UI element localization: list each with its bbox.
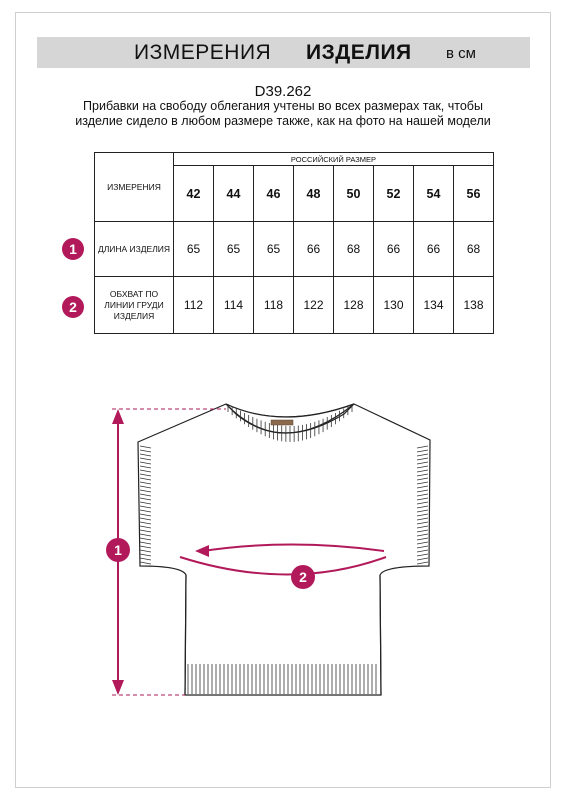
header-title-light: ИЗМЕРЕНИЯ [134,41,272,64]
size-header: 46 [254,166,294,222]
row-marker-chest: 2 [62,296,84,318]
header-title-bold: ИЗДЕЛИЯ [306,41,412,64]
table-cell: 112 [174,277,214,334]
table-cell: 138 [454,277,494,334]
table-cell: 122 [294,277,334,334]
table-cell: 66 [374,222,414,277]
length-marker: 1 [114,542,122,558]
table-cell: 65 [254,222,294,277]
corner-label: ИЗМЕРЕНИЯ [95,153,174,222]
table-cell: 65 [174,222,214,277]
fit-note: Прибавки на свободу облегания учтены во всех размерах так, чтобы изделие сидело в любом размере также, как на фото на нашей модели [75,99,491,128]
table-cell: 128 [334,277,374,334]
header-unit: в см [446,45,476,62]
table-cell: 130 [374,277,414,334]
table-cell: 118 [254,277,294,334]
size-group-label: РОССИЙСКИЙ РАЗМЕР [174,153,494,166]
row-label-length: ДЛИНА ИЗДЕЛИЯ [95,222,174,277]
row-marker-length: 1 [62,238,84,260]
brand-tag [271,420,293,425]
row-label-chest: ОБХВАТ ПО ЛИНИИ ГРУДИ ИЗДЕЛИЯ [95,277,174,334]
table-cell: 66 [294,222,334,277]
chest-marker: 2 [299,569,307,585]
vest-outline [138,404,430,695]
size-header: 42 [174,166,214,222]
table-cell: 134 [414,277,454,334]
table-cell: 68 [334,222,374,277]
article-number: D39.262 [254,83,312,100]
size-header: 48 [294,166,334,222]
size-header: 54 [414,166,454,222]
table-cell: 114 [214,277,254,334]
table-cell: 68 [454,222,494,277]
size-header: 44 [214,166,254,222]
size-header: 52 [374,166,414,222]
size-header: 50 [334,166,374,222]
table-cell: 66 [414,222,454,277]
table-cell: 65 [214,222,254,277]
size-header: 56 [454,166,494,222]
